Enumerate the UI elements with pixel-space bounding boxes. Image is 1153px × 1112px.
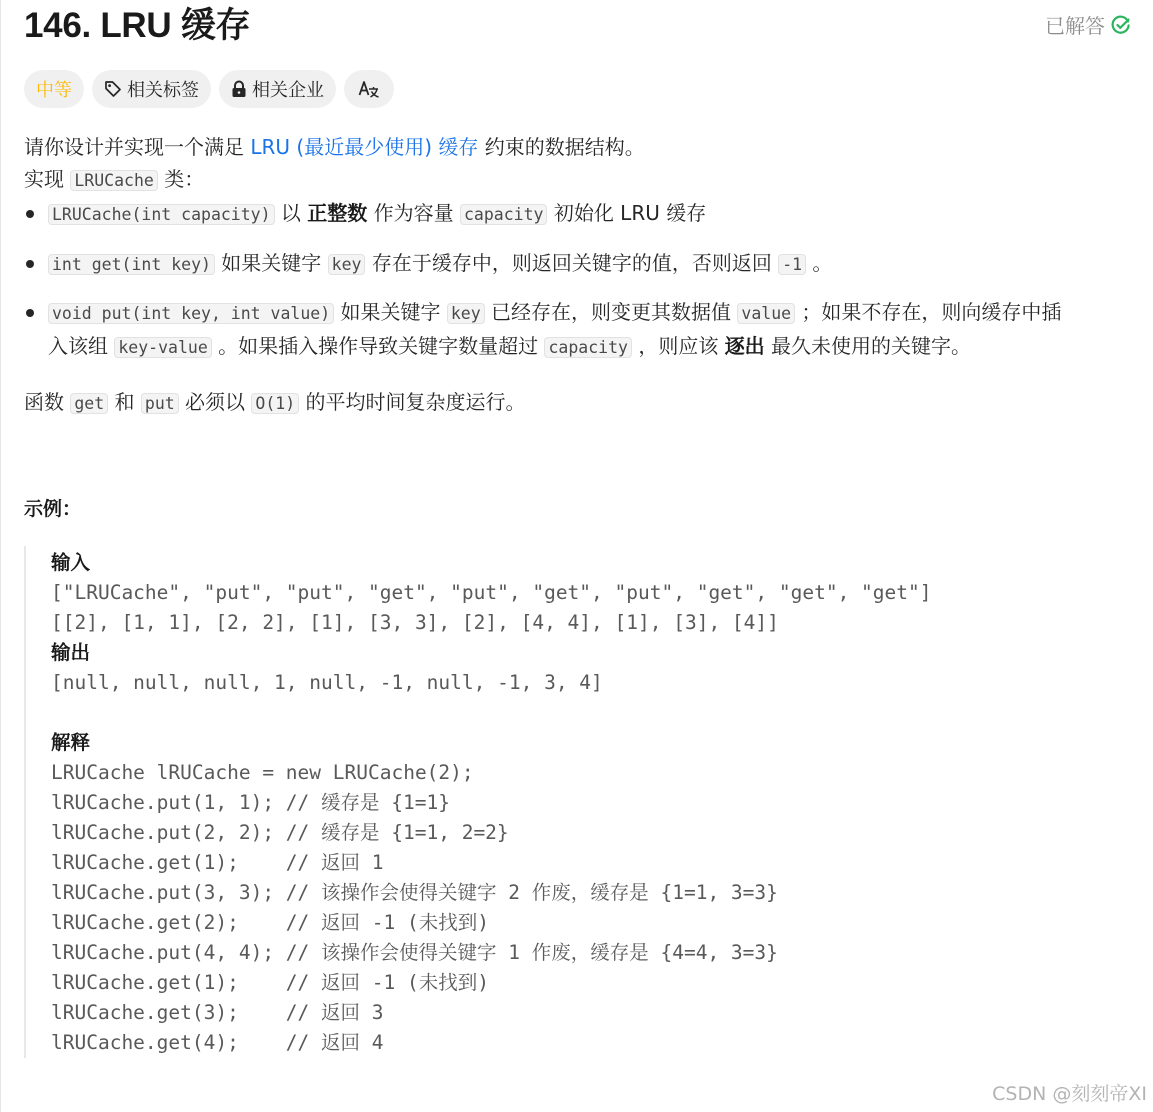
solved-label: 已解答: [1045, 14, 1105, 38]
list-item: [24, 296, 1134, 364]
text: ，则应该: [631, 334, 725, 358]
related-tags-button[interactable]: [92, 70, 211, 108]
inline-code: capacity: [544, 337, 631, 358]
output-line: [null, null, null, 1, null, -1, null, -1, 3, 4]: [51, 671, 603, 694]
lock-icon: [231, 80, 247, 98]
input-line: [[2], [1, 1], [2, 2], [1], [3, 3], [2], [4, 4], [1], [3], [4]]: [51, 611, 779, 634]
explain-label: 解释: [51, 731, 91, 754]
difficulty-badge[interactable]: 中等: [24, 70, 84, 108]
blank-line: [51, 698, 1124, 728]
list-item: [24, 247, 1134, 279]
desc-paragraph: [24, 386, 1134, 420]
tag-icon: [104, 80, 122, 98]
text: 如果关键字: [214, 251, 328, 275]
problem-description: [24, 131, 1134, 420]
inline-code: LRUCache: [70, 170, 157, 191]
text: 的平均时间复杂度运行。: [299, 390, 526, 414]
solved-status: [1045, 10, 1131, 39]
explain-line: lRUCache.get(1); // 返回 -1 (未找到): [51, 971, 489, 994]
text: 最久未使用的关键字。: [764, 334, 972, 358]
inline-code: int get(int key): [48, 254, 215, 275]
explain-line: lRUCache.put(3, 3); // 该操作会使得关键字 2 作废，缓存是 {1=1, 3=3}: [51, 881, 778, 904]
related-companies-button[interactable]: [219, 70, 336, 108]
inline-code: key-value: [114, 337, 211, 358]
check-circle-icon: [1111, 15, 1131, 35]
text: 入该组: [48, 334, 115, 358]
text: 存在于缓存中，则返回关键字的值，否则返回: [365, 251, 779, 275]
inline-code: capacity: [460, 204, 547, 225]
desc-paragraph: [24, 131, 1134, 163]
inline-code: value: [737, 303, 795, 324]
inline-code: O(1): [251, 393, 299, 414]
watermark: CSDN @刻刻帝XI: [992, 1083, 1147, 1105]
example-heading: 示例：: [24, 498, 82, 520]
text: 和: [108, 390, 141, 414]
text: 以: [274, 201, 308, 225]
text: 已经存在，则变更其数据值: [484, 300, 738, 324]
bold-text: 逐出: [724, 334, 765, 358]
text: 必须以: [178, 390, 252, 414]
explain-line: LRUCache lRUCache = new LRUCache(2);: [51, 761, 474, 784]
explain-line: lRUCache.get(1); // 返回 1: [51, 851, 384, 874]
translate-icon: [358, 79, 380, 99]
text: 。如果插入操作导致关键字数量超过: [211, 334, 545, 358]
output-label: 输出: [51, 641, 91, 664]
explain-line: lRUCache.put(1, 1); // 缓存是 {1=1}: [51, 791, 450, 814]
explain-line: lRUCache.get(3); // 返回 3: [51, 1001, 384, 1024]
translate-button[interactable]: [344, 70, 394, 108]
text: 函数: [24, 390, 71, 414]
text: 如果关键字: [334, 300, 447, 324]
lru-link[interactable]: LRU (最近最少使用) 缓存: [250, 135, 479, 159]
inline-code: key: [328, 254, 366, 275]
bold-text: 正整数: [307, 201, 368, 225]
related-companies-label: 相关企业: [252, 80, 324, 101]
left-border: [0, 0, 1, 1112]
text: 类：: [157, 167, 205, 191]
inline-code: key: [447, 303, 485, 324]
tag-bar: [24, 70, 394, 108]
text: 。: [806, 251, 833, 275]
explain-line: lRUCache.put(2, 2); // 缓存是 {1=1, 2=2}: [51, 821, 509, 844]
text: ；如果不存在，则向缓存中插: [795, 300, 1062, 324]
input-label: 输入: [51, 551, 91, 574]
input-line: ["LRUCache", "put", "put", "get", "put", "get", "put", "get", "get", "get"]: [51, 581, 932, 604]
problem-title: 146. LRU 缓存: [24, 6, 251, 45]
text: 实现: [24, 167, 71, 191]
example-block: [24, 546, 1124, 1058]
explain-line: lRUCache.put(4, 4); // 该操作会使得关键字 1 作废，缓存是 {4=4, 3=3}: [51, 941, 778, 964]
method-list: [24, 197, 1134, 364]
inline-code: -1: [778, 254, 806, 275]
inline-code: get: [70, 393, 108, 414]
explain-line: lRUCache.get(4); // 返回 4: [51, 1031, 384, 1054]
list-item: [24, 197, 1134, 229]
desc-paragraph: [24, 163, 1134, 197]
text: 初始化 LRU 缓存: [547, 201, 707, 225]
explain-line: lRUCache.get(2); // 返回 -1 (未找到): [51, 911, 489, 934]
inline-code: void put(int key, int value): [48, 303, 334, 324]
text: 作为容量: [367, 201, 460, 225]
text: 约束的数据结构。: [478, 135, 645, 159]
inline-code: put: [141, 393, 179, 414]
related-tags-label: 相关标签: [127, 80, 199, 101]
text: 请你设计并实现一个满足: [24, 135, 251, 159]
inline-code: LRUCache(int capacity): [48, 204, 275, 225]
